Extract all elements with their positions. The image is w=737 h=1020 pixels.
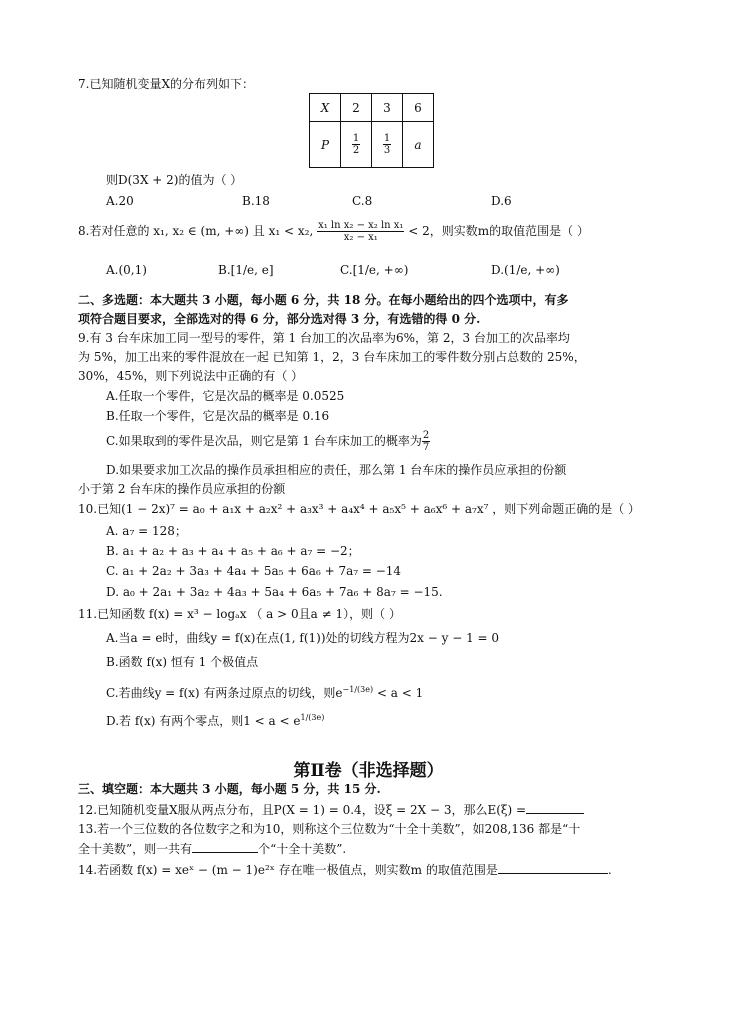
q9-line2: 为 5%，加工出来的零件混放在一起 已知第 1，2，3 台车床加工的零件数分别占总数的 25%， — [78, 350, 586, 364]
q8-option-c: C.[1/e, +∞) — [340, 263, 409, 277]
table-head-x: X — [310, 94, 341, 122]
q9-line3: 30%，45%，则下列说法中正确的有（ ） — [78, 369, 304, 383]
q14: 14.若函数 f(x) = xeˣ − (m − 1)e²ˣ 存在唯一极值点，则实数m 的取值范围是 . — [78, 863, 612, 877]
q9-option-a: A.任取一个零件，它是次品的概率是 0.0525 — [106, 389, 345, 403]
q9-option-d-line2: 小于第 2 台车床的操作员应承担的份额 — [78, 482, 286, 496]
q11-option-d: D.若 f(x) 有两个零点，则$1 < a < e^{1/(3e)}$ — [106, 713, 325, 728]
q13-line2: 全十美数”，则一共有 个“十全十美数”. — [78, 842, 347, 856]
sec2-line2: 项符合题目要求，全部选对的得 6 分，部分选对得 3 分，有选错的得 0 分. — [78, 312, 481, 326]
q9-option-b: B.任取一个零件，它是次品的概率是 0.16 — [106, 409, 330, 423]
table-cell-p1: $\frac{1}{2}$ — [341, 122, 372, 168]
q7-stem: 7.已知随机变量X的分布列如下： — [78, 77, 254, 91]
sec3-heading: 三、填空题：本大题共 3 小题，每小题 5 分，共 15 分. — [78, 782, 381, 796]
q10-option-d: D. a₀ + 2a₁ + 3a₂ + 4a₃ + 5a₄ + 6a₅ + 7a₆ + 8a₇ = −15. — [106, 585, 443, 599]
q14-answer-blank[interactable] — [498, 861, 608, 874]
q9-option-c: C.如果取到的零件是次品，则它是第 1 台车床加工的概率为 $\frac{2}{7}$ — [106, 430, 430, 453]
q8-option-d: D.(1/e, +∞) — [491, 263, 560, 277]
q10-option-c: C. a₁ + 2a₂ + 3a₃ + 4a₄ + 5a₅ + 6a₆ + 7a₇ = −14 — [106, 564, 402, 578]
q7-option-a: A.20 — [106, 194, 134, 208]
table-cell-p2: $\frac{1}{3}$ — [372, 122, 403, 168]
q11-option-b: B.函数 f(x) 恒有 1 个极值点 — [106, 655, 259, 669]
q9-line1: 9.有 3 台车床加工同一型号的零件，第 1 台加工的次品率为6%，第 2，3 台加工的次品率均 — [78, 331, 570, 345]
distribution-table — [309, 93, 434, 168]
q11-stem: 11.已知函数 f(x) = x³ − logₐx （ a > 0且a ≠ 1），则（ ） — [78, 607, 401, 621]
q7-option-d: D.6 — [491, 194, 512, 208]
q13-answer-blank[interactable] — [192, 840, 258, 853]
table-head-6: 6 — [403, 94, 434, 122]
q7-option-b: B.18 — [242, 194, 270, 208]
q9-option-d-line1: D.如果要求加工次品的操作员承担相应的责任，那么第 1 台车床的操作员应承担的份额 — [106, 463, 567, 477]
table-cell-p3: a — [403, 122, 434, 168]
q7-option-c: C.8 — [352, 194, 373, 208]
q12: 12.已知随机变量X服从两点分布，且P(X = 1) = 0.4，设ξ = 2X − 3，那么E(ξ) = — [78, 801, 584, 818]
q12-answer-blank[interactable] — [526, 801, 584, 814]
q7-ask: 则D(3X + 2)的值为（ ） — [106, 173, 243, 187]
q8-option-b: B.[1/e, e] — [218, 263, 274, 277]
q10-option-a: A. a₇ = 128； — [106, 524, 187, 538]
table-head-3: 3 — [372, 94, 403, 122]
q10-stem: 10.已知(1 − 2x)⁷ = a₀ + a₁x + a₂x² + a₃x³ + a₄x⁴ + a₅x⁵ + a₆x⁶ + a₇x⁷ ，则下列命题正确的是（ ） — [78, 502, 641, 516]
q8-option-a: A.(0,1) — [106, 263, 147, 277]
q11-option-a: A.当a = e时，曲线y = f(x)在点(1, f(1))处的切线方程为2x − y − 1 = 0 — [106, 631, 500, 645]
table-head-2: 2 — [341, 94, 372, 122]
sec2-line1: 二、多选题：本大题共 3 小题，每小题 6 分，共 18 分。在每小题给出的四个选项中，有多 — [78, 293, 569, 307]
q8-stem: 8.若对任意的 x₁, x₂ ∈ (m, +∞) 且 x₁ < x₂, $\frac{\text{x₁ ln x₂ − x₂ ln x₁}}{\text{x₂ − x₁}}$ < 2，则实数m的取值范围是（ ） — [78, 220, 589, 243]
q11-option-c: C.若曲线y = f(x) 有两条过原点的切线，则$e^{-1/(3e)} < a < 1$ — [106, 685, 424, 700]
part2-title: 第Ⅱ卷（非选择题） — [293, 761, 444, 781]
q13-line1: 13.若一个三位数的各位数字之和为10，则称这个三位数为“十全十美数”，如208,136 都是“十 — [78, 822, 581, 836]
q10-option-b: B. a₁ + a₂ + a₃ + a₄ + a₅ + a₆ + a₇ = −2； — [106, 544, 360, 558]
table-row-label-p: P — [310, 122, 341, 168]
